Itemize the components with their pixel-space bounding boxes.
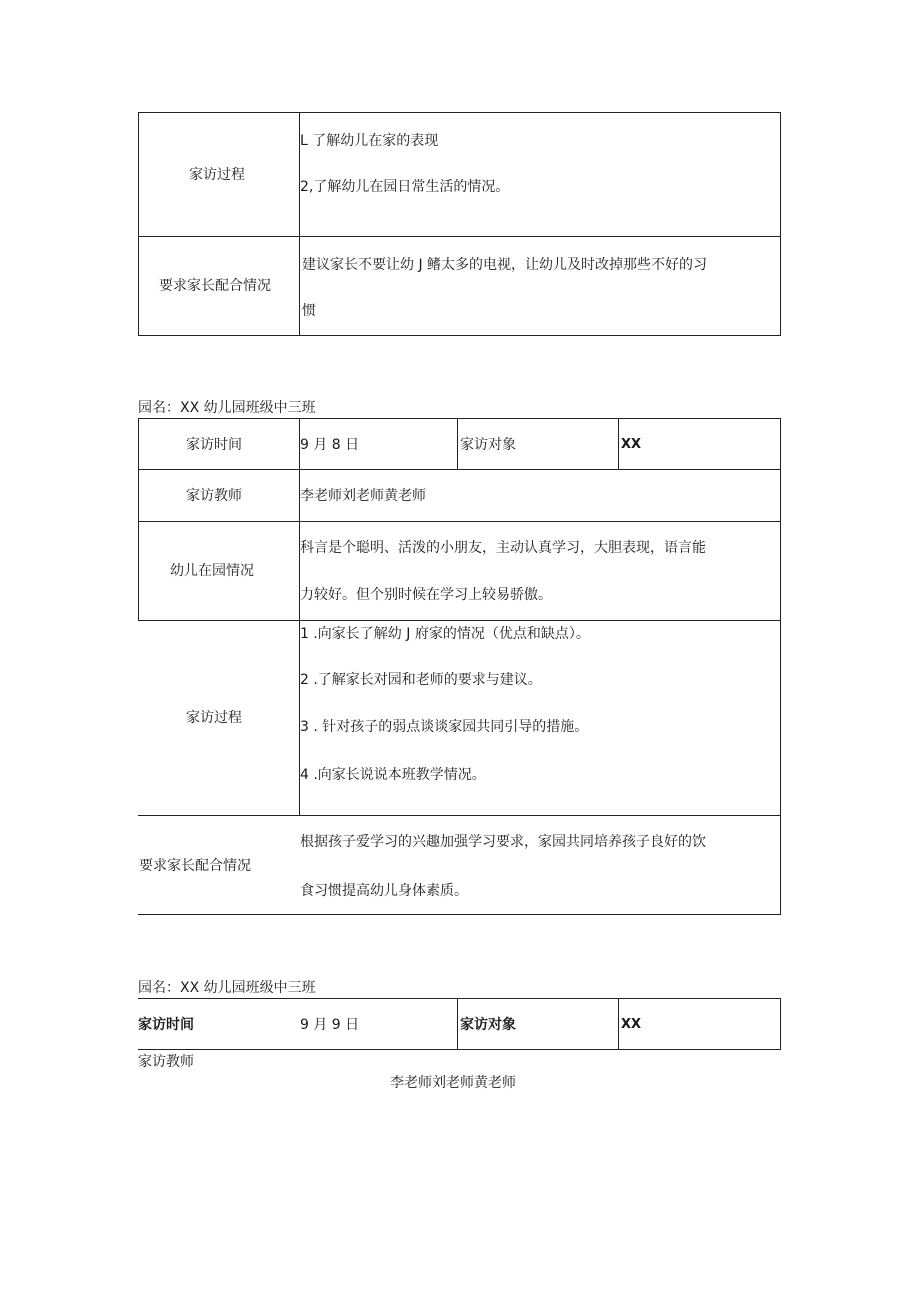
table-border [138, 815, 781, 816]
process-item: 1 .向家长了解幼 J 府家的情况（优点和缺点）。 [300, 626, 590, 642]
table-border [780, 998, 781, 1050]
process-item: 2,了解幼儿在园日常生活的情况。 [300, 179, 510, 195]
cooperation-text: 食习惯提高幼儿身体素质。 [300, 883, 468, 899]
visit-time-value: 9 月 8 日 [300, 437, 360, 453]
child-status-text: 科言是个聪明、活泼的小朋友，主动认真学习，大胆表现，语言能 [300, 540, 706, 556]
school-info: 园名：XX 幼儿园班级中三班 [138, 980, 316, 996]
table-border [618, 998, 619, 1050]
table-border [138, 620, 781, 621]
table-border [138, 998, 781, 999]
table-border [618, 418, 619, 470]
table-border [138, 418, 781, 419]
table-border [138, 112, 139, 336]
table-border [138, 418, 139, 621]
process-label: 家访过程 [189, 167, 245, 183]
table-border [138, 335, 781, 336]
table-border [138, 914, 781, 915]
table-border [138, 112, 781, 113]
table-border [138, 1049, 781, 1050]
child-status-label: 幼儿在园情况 [170, 563, 254, 579]
school-info: 园名：XX 幼儿园班级中三班 [138, 400, 316, 416]
visit-target-label: 家访对象 [460, 1017, 516, 1033]
visit-time-label: 家访时间 [186, 437, 242, 453]
cooperation-text: 建议家长不要让幼 J 鳍太多的电视，让幼儿及时改掉那些不好的习 [302, 257, 708, 273]
process-item: L 了解幼儿在家的表现 [300, 133, 439, 149]
process-label: 家访过程 [186, 710, 242, 726]
visit-teacher-label: 家访教师 [138, 1054, 194, 1070]
visit-target-value: XX [621, 437, 642, 452]
visit-time-label: 家访时间 [138, 1017, 194, 1033]
process-item: 3 . 针对孩子的弱点谈谈家园共同引导的措施。 [300, 719, 589, 735]
table-border [780, 418, 781, 915]
table-border [138, 521, 781, 522]
table-border [457, 418, 458, 470]
process-item: 4 .向家长说说本班教学情况。 [300, 767, 486, 783]
cooperation-text: 根据孩子爱学习的兴趣加强学习要求，家园共同培养孩子良好的饮 [300, 834, 706, 850]
table-border [138, 469, 781, 470]
process-item: 2 .了解家长对园和老师的要求与建议。 [300, 672, 542, 688]
table-border [299, 418, 300, 815]
visit-target-value: XX [621, 1017, 642, 1032]
visit-teacher-label: 家访教师 [186, 488, 242, 504]
cooperation-text: 惯 [302, 303, 316, 319]
visit-target-label: 家访对象 [460, 437, 516, 453]
table-border [780, 112, 781, 336]
cooperation-label: 要求家长配合情况 [139, 858, 251, 874]
child-status-text: 力较好。但个别时候在学习上较易骄傲。 [300, 587, 552, 603]
visit-teacher-value: 李老师刘老师黄老师 [390, 1075, 516, 1091]
visit-teacher-value: 李老师刘老师黄老师 [300, 488, 426, 504]
table-border [457, 998, 458, 1050]
table-border [138, 236, 781, 237]
visit-time-value: 9 月 9 日 [300, 1017, 360, 1033]
cooperation-label: 要求家长配合情况 [159, 278, 271, 294]
